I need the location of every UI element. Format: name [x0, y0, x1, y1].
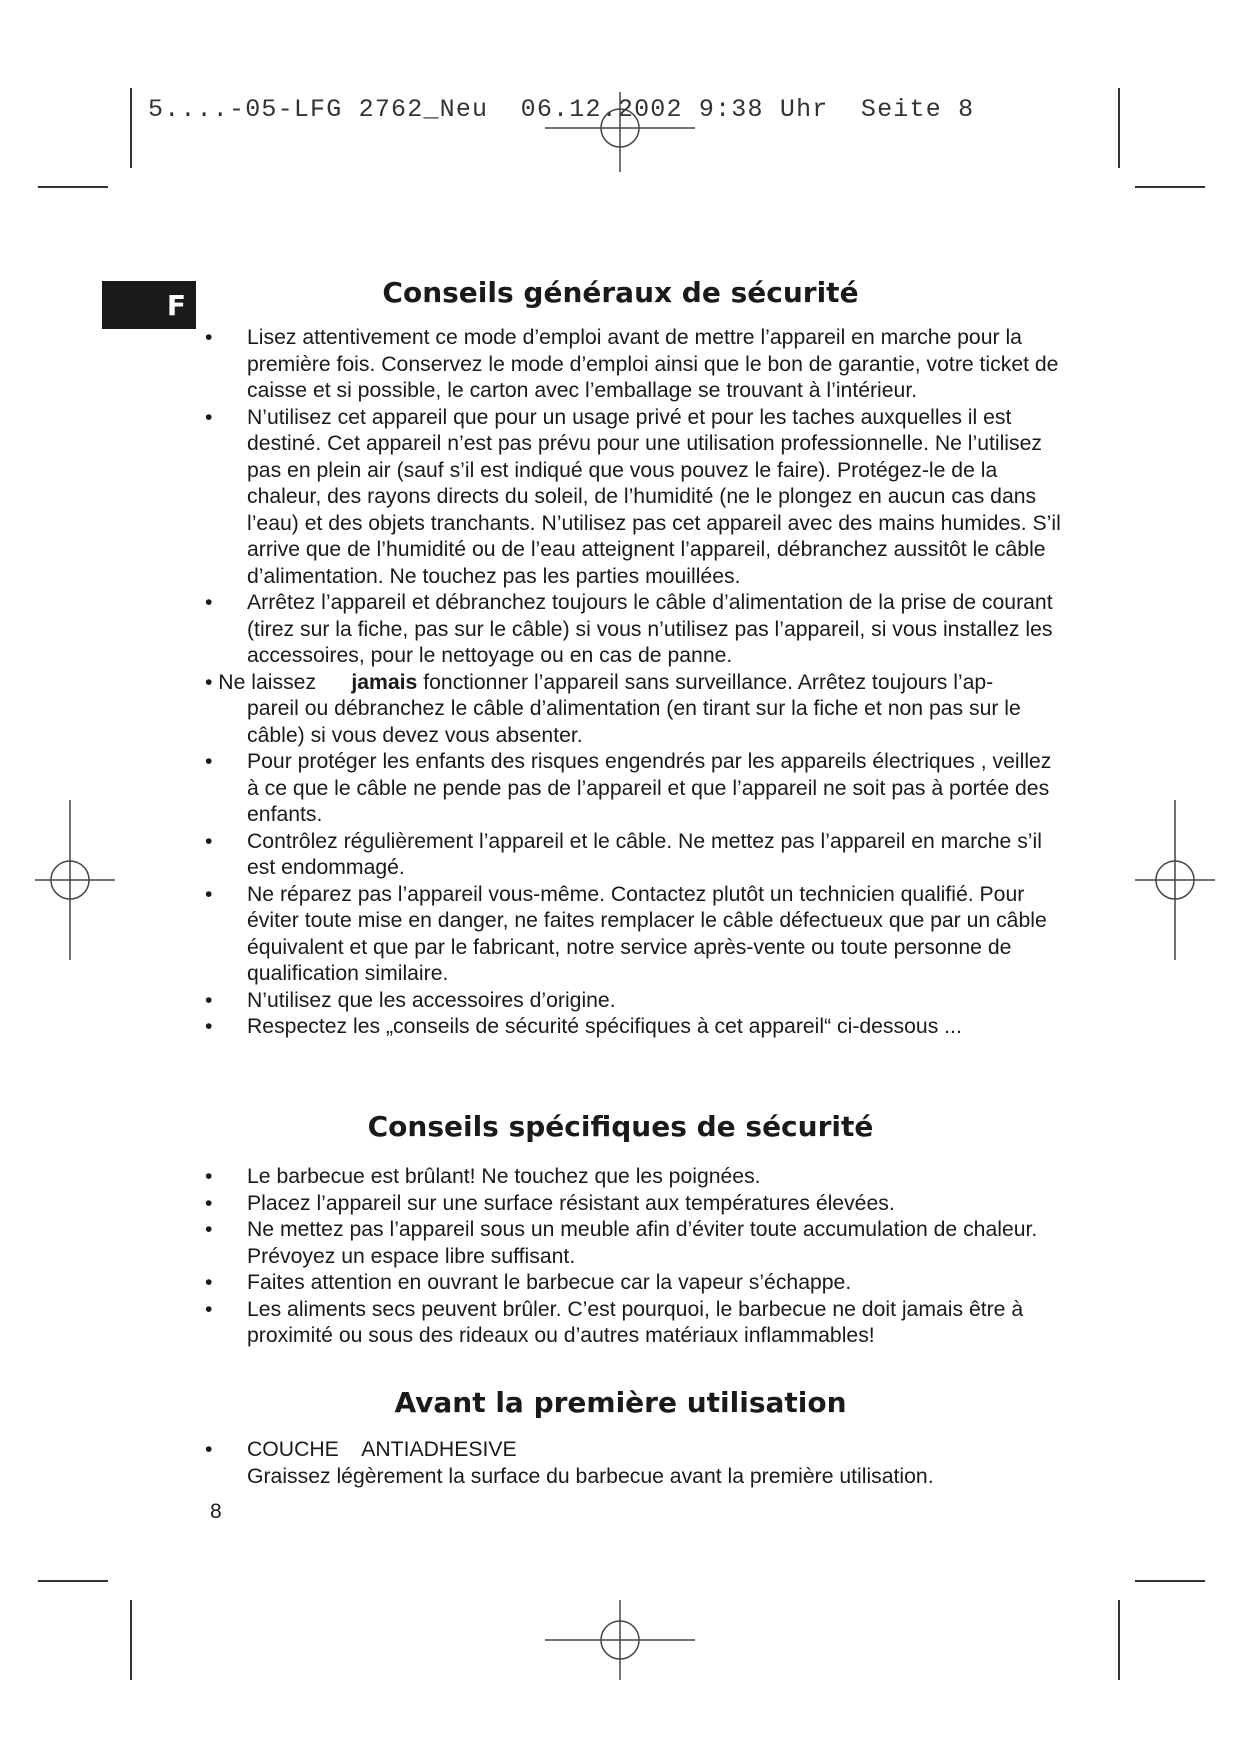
registration-mark-left: [35, 800, 115, 960]
list-item: • Arrêtez l’appareil et débranchez toujours le câble d’alimentation de la prise de courant (tirez sur la fiche, pas sur le câble) si vous n’utilisez pas l’appareil, si vous installez les accessoires, pour le nettoyage ou en cas de panne.: [205, 591, 1053, 667]
print-slug: 5....-05-LFG 2762_Neu 06.12.2002 9:38 Uhr Seite 8: [148, 95, 975, 124]
list-item: • Les aliments secs peuvent brûler. C’est pourquoi, le barbecue ne doit jamais être à proximité ou sous des rideaux ou d’autres matériaux inflammables!: [205, 1297, 1024, 1347]
list-item: • Faites attention en ouvrant le barbecue car la vapeur s’échappe.: [205, 1271, 852, 1294]
list-item: • Pour protéger les enfants des risques engendrés par les appareils électriques , veillez à ce que le câble ne pende pas de l’appareil et que l’appareil ne soit pas à portée des enfants.: [205, 750, 1052, 826]
section-title-first-use: Avant la première utilisation: [394, 1386, 847, 1419]
registration-mark-right: [1135, 800, 1215, 960]
first-use-list: [205, 1437, 1065, 1490]
list-item: • Ne laissez jamais fonctionner l’appareil sans surveillance. Arrêtez toujours l’ap- pareil ou débranchez le câble d’alimentation (en tirant sur la fiche et non pas sur le câble) si vous devez vous absenter.: [205, 670, 1021, 747]
list-item: • Contrôlez régulièrement l’appareil et le câble. Ne mettez pas l’appareil en marche s’il est endommagé.: [205, 829, 1042, 879]
list-item: • Respectez les „conseils de sécurité spécifiques à cet appareil“ ci-dessous ...: [205, 1015, 962, 1038]
list-item: • N’utilisez cet appareil que pour un usage privé et pour les taches auxquelles il est destiné. Cet appareil n’est pas prévu pour une utilisation professionnelle. Ne l’utilisez pas en plein air (sauf s’il est indiqué que vous pouvez le faire). Protégez-le de la chaleur, des rayons directs du soleil, de l’humidité (ne le plongez en aucun cas dans l’eau) et des objets tranchants. N’utilisez pas cet appareil avec des mains humides. S’il arrive que de l’humidité ou de l’eau atteignent l’appareil, débranchez aussitôt le câble d’alimentation. Ne touchez pas les parties mouillées.: [205, 405, 1061, 588]
list-item: • Ne mettez pas l’appareil sous un meuble afin d’éviter toute accumulation de chaleur. Prévoyez un espace libre suffisant.: [205, 1218, 1038, 1268]
section-title-general-safety: Conseils généraux de sécurité: [382, 276, 859, 309]
list-item: • COUCHE ANTIADHESIVE Graissez légèrement la surface du barbecue avant la première utilisation.: [205, 1438, 934, 1488]
specific-safety-list: [205, 1164, 1065, 1350]
language-tab: F: [102, 281, 196, 329]
registration-mark-top: [545, 92, 695, 172]
section-title-specific-safety: Conseils spécifiques de sécurité: [367, 1110, 874, 1143]
general-safety-list: [205, 325, 1065, 1041]
list-item: • Le barbecue est brûlant! Ne touchez que les poignées.: [205, 1165, 761, 1188]
page-number: 8: [210, 1500, 222, 1523]
list-item: • Lisez attentivement ce mode d’emploi avant de mettre l’appareil en marche pour la première fois. Conservez le mode d’emploi ainsi que le bon de garantie, votre ticket de caisse et si possible, le carton avec l’emballage se trouvant à l’intérieur.: [205, 326, 1059, 402]
list-item: • Placez l’appareil sur une surface résistant aux températures élevées.: [205, 1191, 895, 1215]
list-item: • N’utilisez que les accessoires d’origine.: [205, 988, 616, 1012]
list-item: • Ne réparez pas l’appareil vous-même. Contactez plutôt un technicien qualifié. Pour éviter toute mise en danger, ne faites remplacer le câble défectueux que par un câble équivalent et que par le fabricant, notre service après-vente ou toute personne de qualification similaire.: [205, 882, 1047, 985]
registration-mark-bottom: [545, 1600, 695, 1680]
